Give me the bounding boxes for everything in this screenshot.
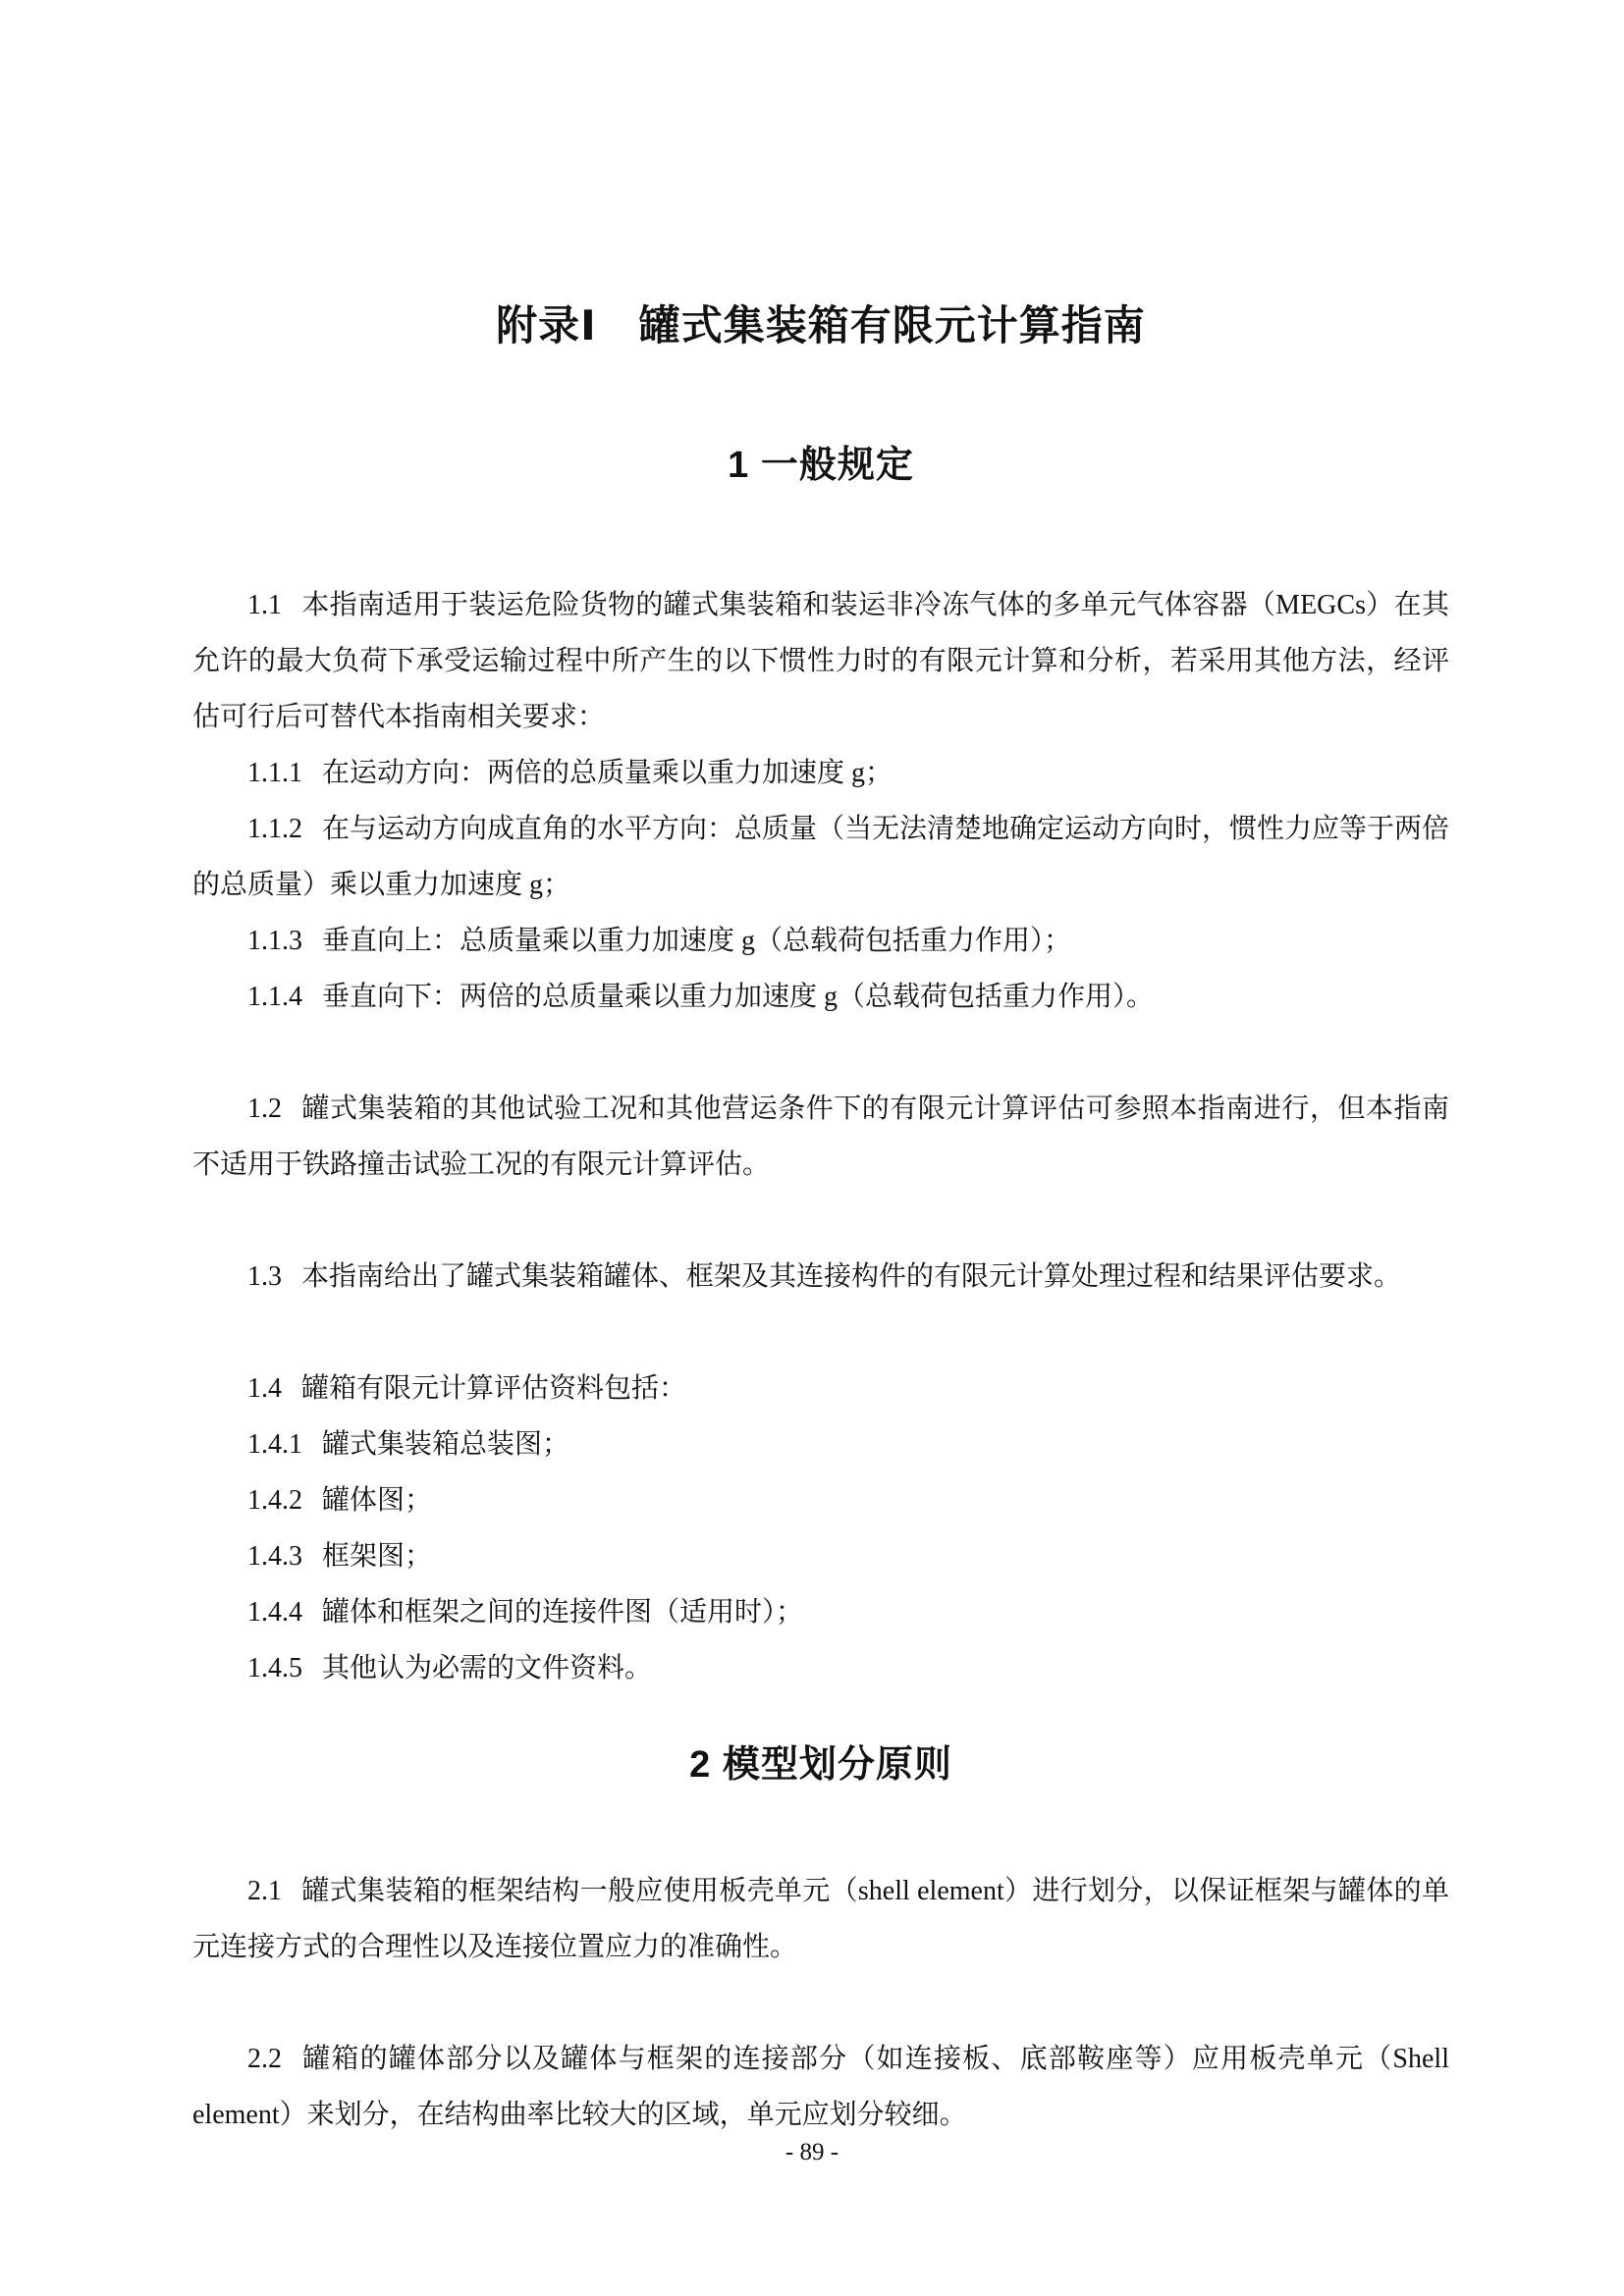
clause-number: 2.1 [247,1876,282,1906]
clause-1-4-1 [192,1416,1449,1472]
clause-text: 罐体图； [322,1485,433,1516]
clause-number: 1.3 [247,1261,282,1292]
clause-text: 罐体和框架之间的连接件图（适用时）； [322,1597,804,1628]
clause-text: 在与运动方向成直角的水平方向：总质量（当无法清楚地确定运动方向时，惯性力应等于两倍的总质量）乘以重力加速度 g； [192,814,1450,900]
clause-1-2 [192,1081,1449,1193]
section-2-heading: 2 模型划分原则 [689,1744,952,1786]
clause-text: 罐式集装箱的框架结构一般应使用板壳单元（shell element）进行划分，以保证框架与罐体的单元连接方式的合理性以及连接位置应力的准确性。 [192,1876,1449,1962]
clause-number: 1.4 [247,1373,282,1404]
clause-text: 本指南适用于装运危险货物的罐式集装箱和装运非冷冻气体的多单元气体容器（MEGCs）在其允许的最大负荷下承受运输过程中所产生的以下惯性力时的有限元计算和分析，若采用其他方法，经评估可行后可替代本指南相关要求： [192,590,1449,732]
clause-number: 1.1 [247,590,282,620]
appendix-title: 附录Ⅰ 罐式集装箱有限元计算指南 [496,302,1146,348]
clause-text: 在运动方向：两倍的总质量乘以重力加速度 g； [322,758,893,788]
clause-2-1 [192,1863,1449,1975]
clause-number: 1.4.4 [247,1597,302,1628]
clause-number: 1.4.2 [247,1485,302,1516]
clause-1-1-1 [192,745,1449,801]
clause-1-1-2 [192,801,1449,913]
clause-text: 垂直向下：两倍的总质量乘以重力加速度 g（总载荷包括重力作用）。 [322,982,1155,1012]
clause-number: 1.1.2 [247,814,302,844]
clause-1-4 [192,1361,1449,1416]
clause-text: 罐箱有限元计算评估资料包括： [301,1373,687,1404]
clause-1-3 [192,1249,1449,1305]
clause-1-4-4 [192,1584,1449,1640]
clause-text: 垂直向上：总质量乘以重力加速度 g（总载荷包括重力作用）； [322,926,1072,956]
clause-number: 1.1.3 [247,926,302,956]
clause-text: 其他认为必需的文件资料。 [322,1653,653,1683]
clause-1-1-4 [192,969,1449,1025]
page-content [0,302,1624,2143]
clause-number: 1.2 [247,1094,282,1124]
clause-2-2 [192,2031,1449,2143]
clause-number: 1.4.3 [247,1541,302,1572]
page-number: - 89 - [785,2139,839,2165]
clause-1-4-2 [192,1472,1449,1528]
clause-number: 1.4.5 [247,1653,302,1683]
clause-1-1-3 [192,913,1449,969]
clause-1-4-5 [192,1640,1449,1696]
clause-text: 框架图； [322,1541,433,1572]
clause-text: 罐式集装箱的其他试验工况和其他营运条件下的有限元计算评估可参照本指南进行，但本指南不适用于铁路撞击试验工况的有限元计算评估。 [192,1094,1449,1180]
clause-text: 罐式集装箱总装图； [322,1429,570,1460]
clause-number: 1.1.4 [247,982,302,1012]
clause-text: 罐箱的罐体部分以及罐体与框架的连接部分（如连接板、底部鞍座等）应用板壳单元（Shell element）来划分，在结构曲率比较大的区域，单元应划分较细。 [192,2044,1449,2130]
clause-text: 本指南给出了罐式集装箱罐体、框架及其连接构件的有限元计算处理过程和结果评估要求。 [301,1261,1402,1292]
clause-number: 2.2 [247,2044,282,2074]
clause-1-1 [192,577,1449,745]
clause-number: 1.4.1 [247,1429,302,1460]
clause-number: 1.1.1 [247,758,302,788]
section-1-heading: 1 一般规定 [728,445,914,486]
clause-1-4-3 [192,1528,1449,1584]
